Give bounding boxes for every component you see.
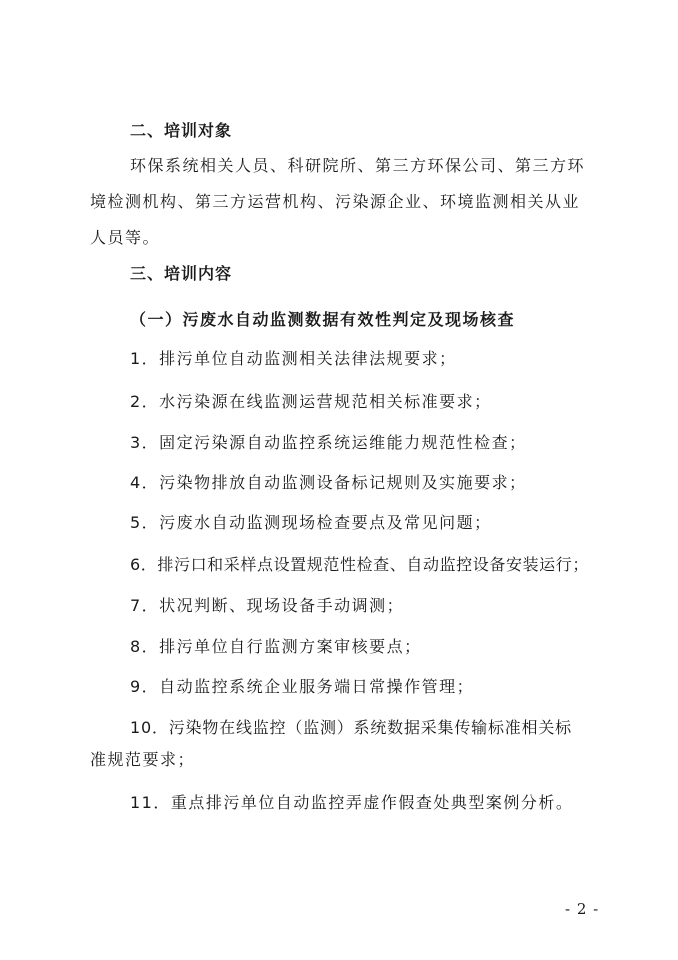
content-item-9: 9．自动监控系统企业服务端日常操作管理； xyxy=(130,677,475,696)
content-item-3: 3．固定污染源自动监控系统运维能力规范性检查； xyxy=(130,433,527,452)
paragraph-line-3: 人员等。 xyxy=(90,228,161,247)
content-item-11: 11．重点排污单位自动监控弄虚作假查处典型案例分析。 xyxy=(130,793,574,812)
content-item-6: 6．排污口和采样点设置规范性检查、自动监控设备安装运行； xyxy=(130,555,589,574)
content-item-4: 4．污染物排放自动监测设备标记规则及实施要求； xyxy=(130,473,527,492)
page-number: - 2 - xyxy=(565,900,600,918)
content-item-5: 5．污废水自动监测现场检查要点及常见问题； xyxy=(130,513,492,532)
paragraph-line-2: 境检测机构、第三方运营机构、污染源企业、环境监测相关从业 xyxy=(90,192,581,211)
content-item-7: 7．状况判断、现场设备手动调测； xyxy=(130,596,405,615)
content-item-8: 8．排污单位自行监测方案审核要点； xyxy=(130,637,422,656)
section-heading-training-targets: 二、培训对象 xyxy=(130,121,233,140)
paragraph-line-1: 环保系统相关人员、科研院所、第三方环保公司、第三方环 xyxy=(130,156,586,175)
content-item-10-line-1: 10．污染物在线监控（监测）系统数据采集传输标准相关标 xyxy=(130,718,572,737)
subsection-heading-wastewater: （一）污废水自动监测数据有效性判定及现场核查 xyxy=(130,310,516,329)
section-heading-training-content: 三、培训内容 xyxy=(130,264,233,283)
content-item-10-line-2: 准规范要求； xyxy=(90,750,196,769)
content-item-1: 1．排污单位自动监测相关法律法规要求； xyxy=(130,349,457,368)
content-item-2: 2．水污染源在线监测运营规范相关标准要求； xyxy=(130,392,492,411)
